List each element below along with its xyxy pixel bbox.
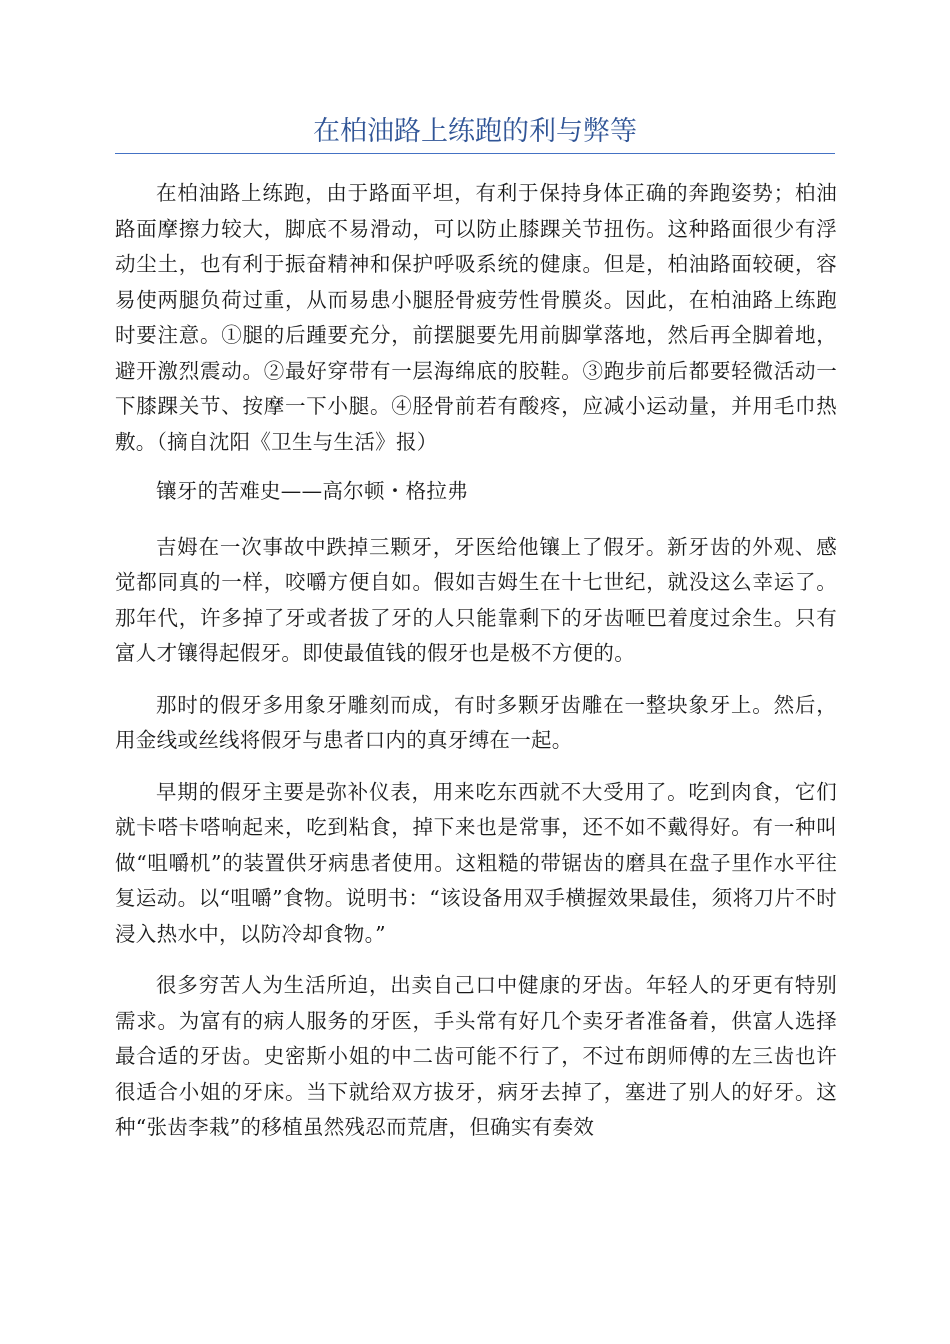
- title-underline: [115, 153, 835, 154]
- paragraph-jim-accident: 吉姆在一次事故中跌掉三颗牙，牙医给他镶上了假牙。新牙齿的外观、感觉都同真的一样，咬嚼方便自如。假如吉姆生在十七世纪，就没这么幸运了。那年代，许多掉了牙或者拔了牙的人只能靠剩下的牙齿咂巴着度过余生。只有富人才镶得起假牙。即使最值钱的假牙也是极不方便的。: [115, 534, 837, 665]
- page-title: 在柏油路上练跑的利与弊等: [313, 116, 637, 147]
- paragraph-selling-teeth: 很多穷苦人为生活所迫，出卖自己口中健康的牙齿。年轻人的牙更有特别需求。为富有的病人服务的牙医，手头常有好几个卖牙者准备着，供富人选择最合适的牙齿。史密斯小姐的中二齿可能不行了，不过布朗师傅的左三齿也许很适合小姐的牙床。当下就给双方拔牙，病牙去掉了，塞进了别人的好牙。这种“张齿李栽”的移植虽然残忍而荒唐，但确实有奏效: [115, 973, 837, 1139]
- document-body: [115, 176, 837, 1162]
- paragraph-asphalt-running: 在柏油路上练跑，由于路面平坦，有利于保持身体正确的奔跑姿势；柏油路面摩擦力较大，脚底不易滑动，可以防止膝踝关节扭伤。这种路面很少有浮动尘土，也有利于振奋精神和保护呼吸系统的健康。但是，柏油路面较硬，容易使两腿负荷过重，从而易患小腿胫骨疲劳性骨膜炎。因此，在柏油路上练跑时要注意。①腿的后踵要充分，前摆腿要先用前脚掌落地，然后再全脚着地，避开激烈震动。②最好穿带有一层海绵底的胶鞋。③跑步前后都要轻微活动一下膝踝关节、按摩一下小腿。④胫骨前若有酸疼，应减小运动量，并用毛巾热敷。（摘自沈阳《卫生与生活》报）: [115, 181, 837, 454]
- paragraph-early-dentures: 早期的假牙主要是弥补仪表，用来吃东西就不大受用了。吃到肉食，它们就卡嗒卡嗒响起来，吃到粘食，掉下来也是常事，还不如不戴得好。有一种叫做“咀嚼机”的装置供牙病患者使用。这粗糙的带锯齿的磨具在盘子里作水平往复运动。以“咀嚼”食物。说明书：“该设备用双手横握效果最佳，须将刀片不时浸入热水中，以防冷却食物。”: [115, 779, 837, 946]
- paragraph-ivory-dentures: 那时的假牙多用象牙雕刻而成，有时多颗牙齿雕在一整块象牙上。然后，用金线或丝线将假牙与患者口内的真牙缚在一起。: [115, 692, 837, 752]
- section-heading-denture-history: 镶牙的苦难史——高尔顿・格拉弗: [156, 479, 468, 503]
